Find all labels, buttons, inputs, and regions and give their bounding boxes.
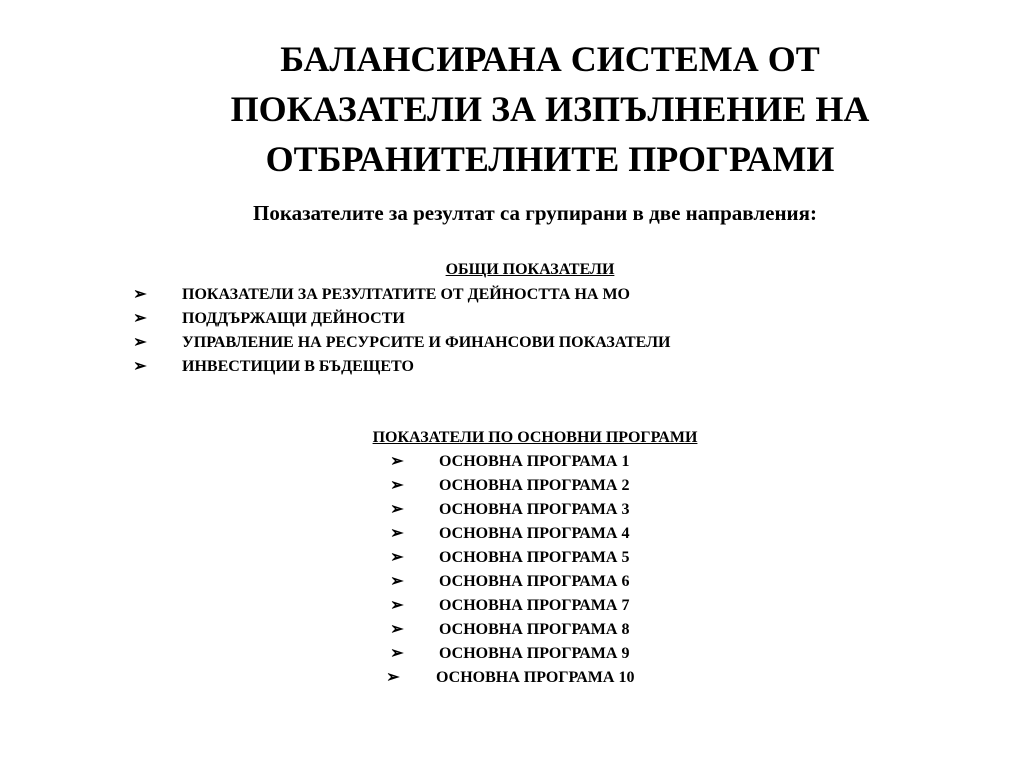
slide-title <box>170 34 930 184</box>
list-item <box>370 498 710 522</box>
list-item <box>124 355 884 379</box>
list-item-label: ОСНОВНА ПРОГРАМА 9 <box>439 645 630 662</box>
list-item-label: УПРАВЛЕНИЕ НА РЕСУРСИТЕ И ФИНАНСОВИ ПОКАЗАТЕЛИ <box>182 334 671 351</box>
arrow-bullet-icon: ➢ <box>390 525 404 542</box>
slide-subtitle: Показателите за резултат са групирани в две направления: <box>253 201 817 225</box>
arrow-bullet-icon: ➢ <box>390 597 404 614</box>
program-indicators-list <box>370 450 710 690</box>
list-item-label: ИНВЕСТИЦИИ В БЪДЕЩЕТО <box>182 358 414 375</box>
list-item <box>370 450 710 474</box>
arrow-bullet-icon: ➢ <box>390 645 404 662</box>
list-item <box>370 570 710 594</box>
arrow-bullet-icon: ➢ <box>386 669 400 686</box>
list-item-label: ОСНОВНА ПРОГРАМА 10 <box>436 669 635 686</box>
arrow-bullet-icon: ➢ <box>390 573 404 590</box>
list-item <box>370 522 710 546</box>
list-item-label: ПОКАЗАТЕЛИ ЗА РЕЗУЛТАТИТЕ ОТ ДЕЙНОСТТА НА МО <box>182 286 630 303</box>
general-indicators-heading: ОБЩИ ПОКАЗАТЕЛИ <box>445 261 615 278</box>
arrow-bullet-icon: ➢ <box>390 501 404 518</box>
list-item-label: ОСНОВНА ПРОГРАМА 8 <box>439 621 630 638</box>
list-item-label: ОСНОВНА ПРОГРАМА 5 <box>439 549 630 566</box>
arrow-bullet-icon: ➢ <box>133 358 147 375</box>
arrow-bullet-icon: ➢ <box>133 334 147 351</box>
list-item-label: ОСНОВНА ПРОГРАМА 1 <box>439 453 630 470</box>
list-item-label: ОСНОВНА ПРОГРАМА 4 <box>439 525 630 542</box>
list-item <box>370 618 710 642</box>
list-item <box>370 666 710 690</box>
list-item-label: ПОДДЪРЖАЩИ ДЕЙНОСТИ <box>182 310 405 327</box>
list-item <box>370 546 710 570</box>
list-item <box>370 474 710 498</box>
arrow-bullet-icon: ➢ <box>390 453 404 470</box>
title-line: БАЛАНСИРАНА СИСТЕМА ОТ <box>280 39 820 79</box>
arrow-bullet-icon: ➢ <box>390 621 404 638</box>
list-item <box>370 594 710 618</box>
list-item <box>124 307 884 331</box>
list-item <box>124 283 884 307</box>
list-item-label: ОСНОВНА ПРОГРАМА 6 <box>439 573 630 590</box>
general-indicators-list <box>124 283 884 379</box>
list-item-label: ОСНОВНА ПРОГРАМА 2 <box>439 477 630 494</box>
list-item-label: ОСНОВНА ПРОГРАМА 3 <box>439 501 630 518</box>
list-item <box>370 642 710 666</box>
list-item-label: ОСНОВНА ПРОГРАМА 7 <box>439 597 630 614</box>
title-line: ПОКАЗАТЕЛИ ЗА ИЗПЪЛНЕНИЕ НА <box>230 89 870 129</box>
list-item <box>124 331 884 355</box>
arrow-bullet-icon: ➢ <box>133 286 147 303</box>
arrow-bullet-icon: ➢ <box>390 549 404 566</box>
arrow-bullet-icon: ➢ <box>390 477 404 494</box>
title-line: ОТБРАНИТЕЛНИТЕ ПРОГРАМИ <box>265 139 835 179</box>
arrow-bullet-icon: ➢ <box>133 310 147 327</box>
program-indicators-heading: ПОКАЗАТЕЛИ ПО ОСНОВНИ ПРОГРАМИ <box>372 429 698 446</box>
